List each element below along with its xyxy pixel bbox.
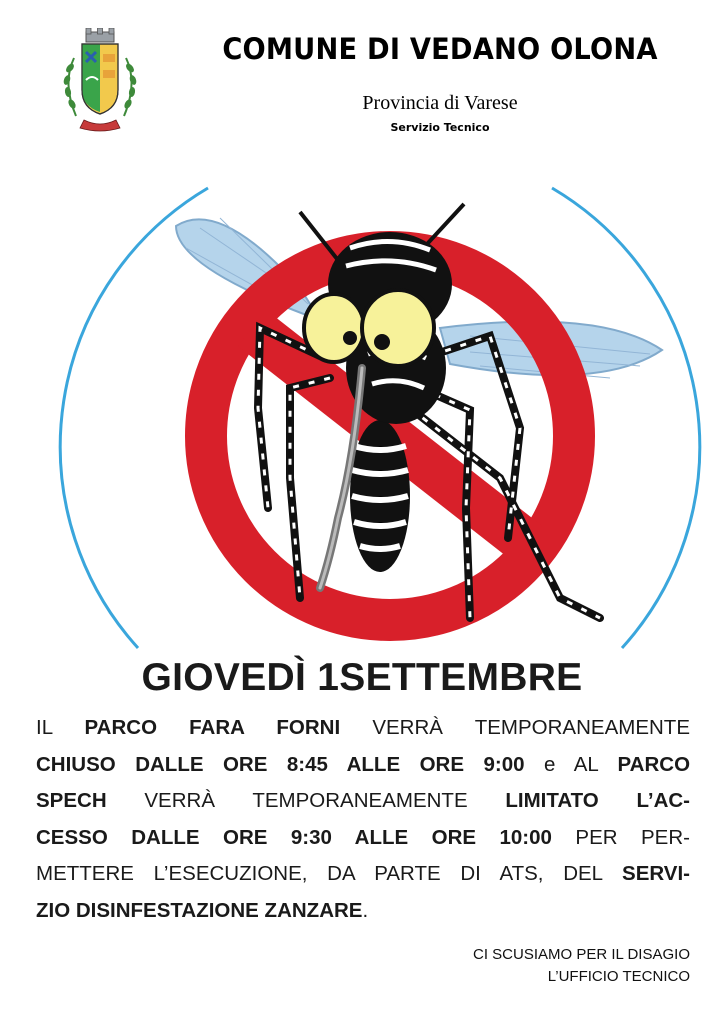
notice-segment: PARCO [617,752,691,776]
notice-line [36,893,690,930]
notice-segment: IL [36,716,85,739]
notice-footer [473,944,690,988]
apology-text: CI SCUSIAMO PER IL DISAGIO [473,946,690,963]
notice-segment: CESSO DALLE ORE 9:30 ALLE ORE 10:00 [36,825,552,849]
notice-segment: PARCO FARA FORNI [84,716,341,739]
notice-line [36,747,690,784]
ribbon-icon [80,120,120,131]
notice-body [36,710,690,929]
notice-segment: PER PER- [551,825,690,849]
notice-segment: LIMITATO L’AC- [505,789,690,812]
notice-segment: SERVI- [622,862,690,885]
no-mosquito-illustration [0,178,724,656]
notice-line [36,710,690,747]
municipal-crest-icon [58,28,142,136]
notice-line [36,783,690,820]
notice-line [36,856,690,893]
office-name: Servizio Tecnico [390,121,490,134]
crown-icon [86,28,114,42]
notice-line [36,820,690,857]
notice-segment: VERRÀ TEMPORANEAMENTE [106,789,506,812]
notice-segment: VERRÀ TEMPORANEAMENTE [340,716,691,739]
notice-segment: METTERE L’ESECUZIONE, DA PARTE DI ATS, DEL [36,862,623,885]
province-subtitle: Provincia di Varese [362,92,518,114]
notice-segment: . [362,898,369,922]
municipality-title: COMUNE DI VEDANO OLONA [222,32,658,66]
event-date-headline: GIOVEDÌ 1SETTEMBRE [141,656,583,699]
office-signature: L’UFFICIO TECNICO [547,968,690,985]
notice-segment: SPECH [36,789,107,812]
notice-segment: e AL [524,752,618,776]
notice-segment: CHIUSO DALLE ORE 8:45 ALLE ORE 9:00 [36,752,525,776]
notice-segment: ZIO DISINFESTAZIONE ZANZARE [36,898,363,922]
shield-icon [82,44,118,114]
